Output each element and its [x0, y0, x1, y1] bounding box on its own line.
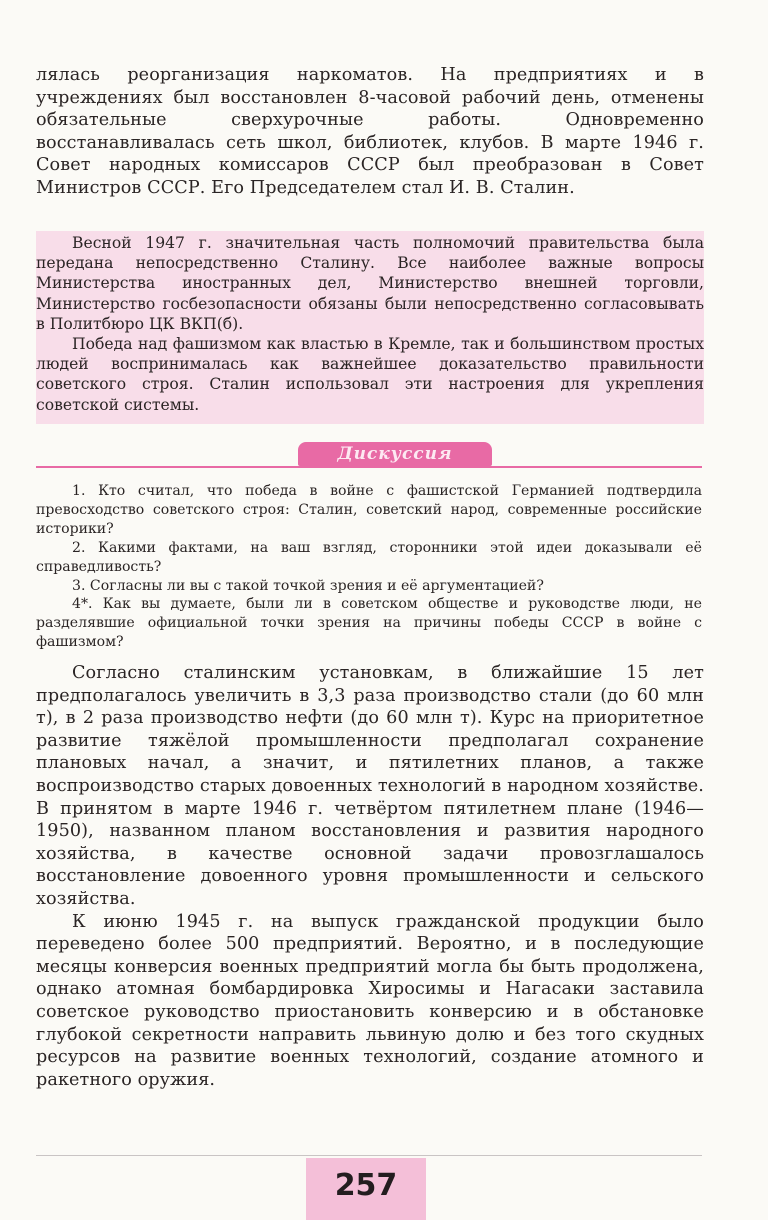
- discussion-label: Дискуссия: [298, 442, 492, 466]
- discussion-divider: [36, 466, 702, 468]
- question-4: 4*. Как вы думаете, были ли в советском обществе и руководстве люди, не разделявшие официальной точки зрения на причины победы СССР в войне с фашизмом?: [36, 596, 702, 651]
- question-3: 3. Согласны ли вы с такой точкой зрения и её аргументацией?: [72, 577, 544, 594]
- main-paragraph-1: Согласно сталинским установкам, в ближайшие 15 лет предполагалось увеличить в 3,3 раза производство стали (до 60 млн т), в 2 раза производство нефти (до 60 млн т). Курс на приоритетное развитие тяжёлой промышленности предполагал сохранение плановых начал, а значит, и пятилетних планов, а также воспроизводство старых довоенных технологий в народном хозяйстве. В принятом в марте 1946 г. четвёртом пятилетнем плане (1946—1950), названном планом восстановления и развития народного хозяйства, в качестве основной задачи провозглашалось восстановление довоенного уровня промышленности и сельского хозяйства.: [36, 663, 704, 909]
- note-paragraph-2: Победа над фашизмом как властью в Кремле, так и большинством простых людей воспринималась как важнейшее доказательство правильности советского строя. Сталин использовал эти настроения для укрепления советской системы.: [36, 335, 704, 414]
- note-paragraph-1: Весной 1947 г. значительная часть полномочий правительства была передана непосредственно Сталину. Все наиболее важные вопросы Министерства иностранных дел, Министерство внешней торговли, Министерство госбезопасности обязаны были непосредственно согласовывать в Политбюро ЦК ВКП(б).: [36, 234, 704, 333]
- discussion-questions: [36, 482, 702, 652]
- main-text: [36, 662, 704, 1091]
- question-1: 1. Кто считал, что победа в войне с фашистской Германией подтвердила превосходство советского строя: Сталин, советский народ, современные российские историки?: [36, 483, 702, 537]
- main-paragraph-2: К июню 1945 г. на выпуск гражданской продукции было переведено более 500 предприятий. Вероятно, и в последующие месяцы конверсия военных предприятий могла бы быть продолжена, однако атомная бомбардировка Хиросимы и Нагасаки заставила советское руководство приостановить конверсию и в обстановке глубокой секретности направить львиную долю и без того скудных ресурсов на развитие военных технологий, создание атомного и ракетного оружия.: [36, 911, 704, 1090]
- question-2: 2. Какими фактами, на ваш взгляд, сторонники этой идеи доказывали её справедливость?: [36, 539, 702, 575]
- footer-divider: [36, 1155, 702, 1156]
- discussion-header: [36, 442, 702, 468]
- page-number: 257: [334, 1168, 398, 1203]
- intro-paragraph: лялась реорганизация наркоматов. На предприятиях и в учреждениях был восстановлен 8-часовой рабочий день, отменены обязательные сверхурочные работы. Одновременно восстанавливалась сеть школ, библиотек, клубов. В марте 1946 г. Совет народных комиссаров СССР был преобразован в Совет Министров СССР. Его Председателем стал И. В. Сталин.: [36, 65, 704, 198]
- highlight-note-box: [36, 231, 704, 424]
- intro-text: [36, 64, 704, 200]
- page-number-tab: [306, 1158, 426, 1220]
